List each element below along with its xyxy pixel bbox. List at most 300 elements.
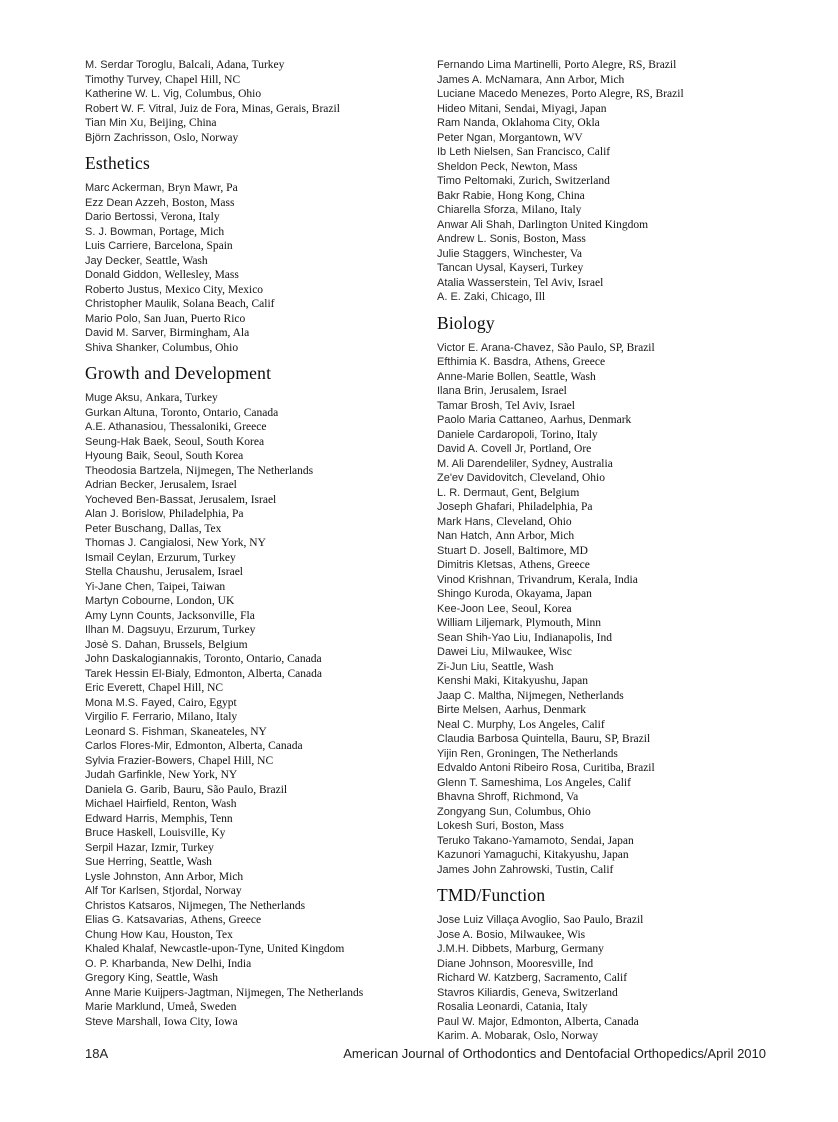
name-location-separator: , [170,624,177,636]
page-number: 18A [85,1046,109,1061]
reviewer-location: Sacramento, Calif [544,972,628,984]
reviewer-entry [85,420,433,435]
reviewer-entry [85,522,433,537]
reviewer-entry [85,855,433,870]
reviewer-location: Seoul, Korea [511,602,572,615]
reviewer-entry [85,928,433,943]
reviewer-entry [85,565,433,580]
reviewer-entry [85,87,433,102]
reviewer-location: Gent, Belgium [511,486,580,499]
name-location-separator: , [184,914,191,926]
reviewer-entry [85,884,433,899]
reviewer-name: Katherine W. L. Vig [85,88,179,100]
name-location-separator: , [165,928,172,941]
name-location-separator: , [158,73,166,86]
reviewer-entry [437,355,785,370]
reviewer-location: Boston, Mass [171,196,235,209]
reviewer-name: Alan J. Borislow [85,508,163,520]
reviewer-entry [85,580,433,595]
name-location-separator: , [511,573,518,586]
reviewer-name: Ram Nanda [437,117,496,129]
reviewer-location: San Juan, Puerto Rico [143,312,246,325]
reviewer-entry [437,558,785,573]
reviewer-name: Jay Decker [85,254,140,267]
reviewer-entry [437,189,785,204]
name-location-separator: , [157,870,165,883]
reviewer-entry [85,116,433,131]
reviewer-location: Seattle, Wash [155,972,219,984]
reviewer-name: Steve Marshall [85,1015,158,1028]
reviewer-name: Roberto Justus [85,283,159,296]
name-location-separator: , [162,769,169,781]
reviewer-entry [437,645,785,660]
reviewer-entry [437,341,785,356]
name-location-separator: , [515,204,522,216]
reviewer-entry [85,1015,433,1030]
name-location-separator: , [141,682,148,694]
reviewer-entry [85,210,433,225]
name-location-separator: , [499,399,506,412]
reviewer-name: Jose Luiz Villaça Avoglio [437,914,558,926]
name-location-separator: , [495,117,502,129]
reviewer-entry [437,232,785,247]
reviewer-entry [437,87,785,102]
name-location-separator: , [198,653,205,665]
reviewer-location: Solana Beach, Calif [182,298,275,310]
name-location-separator: , [162,508,169,520]
reviewer-name: Daniela G. Garib [85,783,167,796]
name-location-separator: , [151,580,158,593]
reviewer-location: Newton, Mass [511,160,578,173]
name-location-separator: , [525,457,532,470]
reviewer-name: Kazunori Yamaguchi [437,849,538,861]
reviewer-entry [85,913,433,928]
reviewer-entry [437,790,785,805]
name-location-separator: , [504,160,512,173]
reviewer-entry [85,254,433,269]
name-location-separator: , [488,530,496,542]
reviewer-location: Portland, Ore [529,443,592,455]
reviewer-location: Los Angeles, Calif [545,776,631,789]
reviewer-entry [437,718,785,733]
reviewer-entry [85,196,433,211]
reviewer-name: Zongyang Sun [437,805,509,818]
column-right [437,58,785,1044]
reviewer-location: Newcastle-upon-Tyne, United Kingdom [159,943,345,955]
reviewer-name: Timothy Turvey [85,73,159,86]
name-location-separator: , [158,269,165,281]
reviewer-entry [437,370,785,385]
reviewer-name: Dario Bertossi [85,211,155,223]
reviewer-entry [85,406,433,421]
reviewer-location: Columbus, Ohio [162,341,239,354]
reviewer-location: Plymouth, Minn [525,617,602,629]
reviewer-entry [85,1000,433,1015]
reviewer-location: Sendai, Japan [570,834,634,847]
name-location-separator: , [170,595,177,607]
reviewer-entry [85,181,433,196]
name-location-separator: , [163,522,170,535]
name-location-separator: , [157,1015,164,1028]
reviewer-name: Nan Hatch [437,530,489,542]
reviewer-name: J.M.H. Dibbets [437,943,510,955]
reviewer-entry [437,602,785,617]
reviewer-name: Serpil Hazar [85,841,145,854]
name-location-separator: , [534,428,541,441]
reviewer-name: Muge Aksu [85,392,140,404]
name-location-separator: , [153,479,160,491]
reviewer-location: Winchester, Va [512,247,582,260]
reviewer-location: Jerusalem, Israel [489,385,567,397]
reviewer-name: Tamar Brosh [437,399,500,412]
name-location-separator: , [163,421,170,433]
reviewer-name: Tian Min Xu [85,117,144,129]
name-location-separator: , [188,667,195,680]
reviewer-location: Bauru, SP, Brazil [570,733,651,745]
name-location-separator: , [165,196,172,209]
reviewer-location: Groningen, The Netherlands [486,747,618,760]
reviewer-location: Boston, Mass [501,820,564,832]
reviewer-name: Björn Zachrisson [85,131,168,144]
reviewer-entry [437,732,785,747]
name-location-separator: , [139,254,146,267]
reviewer-name: Ilana Brin [437,385,484,397]
name-location-separator: , [171,711,178,723]
reviewer-name: Victor E. Arana-Chavez [437,341,552,354]
reviewer-name: Joseph Ghafari [437,501,512,513]
name-location-separator: , [496,675,504,687]
reviewer-location: Toronto, Ontario, Canada [160,406,279,419]
reviewer-location: Indianapolis, Ind [534,631,612,644]
reviewer-entry [85,435,433,450]
reviewer-location: Chapel Hill, NC [147,682,224,694]
reviewer-entry [437,660,785,675]
reviewer-location: Houston, Tex [171,928,233,941]
reviewer-location: Seoul, South Korea [153,450,244,462]
name-location-separator: , [527,370,534,383]
reviewer-location: Milano, Italy [177,711,238,723]
reviewer-name: Martyn Cobourne [85,595,170,607]
reviewer-location: Erzurum, Turkey [157,551,236,564]
reviewer-entry [85,957,433,972]
name-location-separator: , [506,247,513,260]
name-location-separator: , [165,957,172,970]
name-location-separator: , [511,218,518,231]
reviewer-location: Marburg, Germany [515,943,604,955]
reviewer-name: Stuart D. Josell [437,544,512,557]
reviewer-entry [85,841,433,856]
reviewer-entry [85,239,433,254]
name-location-separator: , [492,131,499,144]
name-location-separator: , [152,827,159,839]
reviewer-name: Chiarella Sforza [437,204,516,216]
name-location-separator: , [173,102,180,115]
name-location-separator: , [159,566,166,578]
reviewer-location: Edmonton, Alberta, Canada [194,667,322,680]
page-footer [85,1046,766,1061]
name-location-separator: , [543,414,550,426]
name-location-separator: , [178,88,186,100]
reviewer-location: Bauru, São Paulo, Brazil [173,783,288,796]
name-location-separator: , [176,298,183,310]
reviewer-name: Glenn T. Sameshima [437,776,539,789]
reviewer-entry [85,297,433,312]
name-location-separator: , [139,392,146,404]
reviewer-entry [85,312,433,327]
reviewer-entry [437,942,785,957]
reviewer-name: Edvaldo Antoni Ribeiro Rosa [437,762,578,774]
reviewer-location: Jerusalem, Israel [198,493,277,506]
reviewer-entry [437,500,785,515]
reviewer-entry [85,58,433,73]
reviewer-location: Nijmegen, The Netherlands [177,899,306,912]
name-location-separator: , [480,747,487,760]
reviewer-location: Philadelphia, Pa [168,508,244,520]
reviewer-entry [85,652,433,667]
section-heading-growth-and-development: Growth and Development [85,363,272,383]
reviewer-entry [437,957,785,972]
reviewer-entry [85,536,433,551]
reviewer-name: Bakr Rabie [437,189,492,202]
reviewer-location: Seattle, Wash [533,370,596,383]
reviewer-name: Daniele Cardaropoli [437,428,535,441]
reviewer-entry [85,812,433,827]
reviewer-name: Yijin Ren [437,747,481,760]
reviewer-name: Dimitris Kletsas [437,559,513,571]
name-location-separator: , [515,986,522,999]
reviewer-entry [437,399,785,414]
reviewer-name: Josè S. Dahan [85,638,158,651]
reviewer-entry [437,457,785,472]
reviewer-name: David M. Sarver [85,327,164,339]
reviewer-location: Dallas, Tex [169,522,222,535]
name-location-separator: , [511,501,518,513]
reviewer-location: Taipei, Taiwan [157,580,226,593]
reviewer-location: Ann Arbor, Mich [164,870,244,883]
reviewer-location: Milano, Italy [521,204,582,216]
reviewer-name: Luciane Macedo Menezes [437,88,566,100]
reviewer-location: Morgantown, WV [498,131,583,144]
reviewer-entry [85,493,433,508]
reviewer-entry [85,464,433,479]
reviewer-location: Erzurum, Turkey [176,624,256,636]
reviewer-entry [85,131,433,146]
reviewer-name: A.E. Athanasiou [85,421,164,433]
reviewer-name: Anne-Marie Bollen [437,370,528,383]
reviewer-location: Toronto, Ontario, Canada [204,653,322,665]
reviewer-name: Amy Lynn Counts [85,609,172,622]
reviewer-entry [437,834,785,849]
reviewer-entry [437,203,785,218]
reviewer-name: Peter Ngan [437,131,493,144]
reviewer-location: Oslo, Norway [173,131,239,144]
reviewer-name: Seung-Hak Baek [85,435,169,448]
reviewer-location: Oslo, Norway [533,1030,599,1042]
name-location-separator: , [577,762,584,774]
reviewer-location: Stjordal, Norway [162,885,242,897]
reviewer-entry [437,761,785,776]
name-location-separator: , [147,240,155,252]
reviewer-entry [85,696,433,711]
reviewer-name: Yocheved Ben-Bassat [85,493,193,506]
reviewer-location: Barcelona, Spain [154,240,233,252]
reviewer-name: Alf Tor Karlsen [85,885,157,897]
reviewer-location: Bryn Mawr, Pa [167,182,238,194]
name-location-separator: , [168,740,175,752]
reviewer-location: Chicago, Ill [490,291,546,303]
reviewer-name: Robert W. F. Vitral [85,102,174,115]
reviewer-entry [85,667,433,682]
reviewer-name: Luis Carriere [85,240,148,252]
reviewer-name: Claudia Barbosa Quintella [437,733,565,745]
journal-title-line: American Journal of Orthodontics and Dentofacial Orthopedics/April 2010 [343,1046,766,1061]
name-location-separator: , [160,1001,167,1013]
reviewer-location: Trivandrum, Kerala, India [517,573,638,586]
reviewer-name: Diane Johnson [437,957,511,970]
reviewer-name: Elias G. Katsavarias [85,914,185,926]
reviewer-entry [437,442,785,457]
reviewer-name: Julie Staggers [437,247,507,260]
name-location-separator: , [511,544,518,557]
reviewer-entry [437,689,785,704]
reviewer-location: Philadelphia, Pa [517,501,593,513]
reviewer-location: New York, NY [168,769,238,781]
reviewer-location: New Delhi, India [171,957,252,970]
reviewer-location: Memphis, Tenn [160,812,233,825]
reviewer-entry [85,594,433,609]
reviewer-name: Fernando Lima Martinelli [437,59,559,71]
reviewer-entry [437,247,785,262]
name-location-separator: , [171,899,178,912]
name-location-separator: , [564,834,571,847]
name-location-separator: , [161,182,168,194]
reviewer-location: Iowa City, Iowa [163,1015,238,1028]
name-location-separator: , [137,312,144,325]
name-location-separator: , [528,356,535,368]
name-location-separator: , [517,233,524,245]
reviewer-entry [437,703,785,718]
reviewer-entry [437,290,785,305]
reviewer-name: Donald Giddon [85,269,159,281]
reviewer-location: Ann Arbor, Mich [495,530,575,542]
reviewer-location: Porto Alegre, RS, Brazil [571,88,684,100]
reviewer-name: Sue Herring [85,856,144,868]
name-location-separator: , [551,341,558,354]
reviewer-name: James John Zahrowski [437,863,550,876]
reviewer-name: Marc Ackerman [85,182,162,194]
name-location-separator: , [564,733,571,745]
reviewer-entry [85,754,433,769]
name-location-separator: , [484,291,491,303]
reviewer-location: Okayama, Japan [515,588,592,600]
name-location-separator: , [191,754,199,767]
reviewer-name: Mark Hans [437,515,491,528]
reviewer-name: Gurkan Altuna [85,406,155,419]
name-location-separator: , [157,638,164,651]
reviewer-name: Peter Buschang [85,522,164,535]
reviewer-location: Cairo, Egypt [177,696,237,709]
reviewer-name: Sean Shih-Yao Liu [437,631,528,644]
name-location-separator: , [527,1030,534,1042]
reviewer-location: Jacksonville, Fla [177,609,255,622]
reviewer-name: Shiva Shanker [85,341,156,354]
reviewer-entry [437,471,785,486]
reviewer-name: Virgilio F. Ferrario [85,711,171,723]
reviewer-name: Efthimia K. Basdra [437,356,529,368]
reviewer-entry [437,384,785,399]
name-location-separator: , [495,820,502,832]
reviewer-name: Stavros Kiliardis [437,986,516,999]
name-location-separator: , [512,718,519,731]
name-location-separator: , [527,276,534,289]
reviewer-entry [85,942,433,957]
reviewer-name: Richard W. Katzberg [437,972,538,984]
reviewer-entry [437,587,785,602]
reviewer-location: Athens, Greece [534,356,606,368]
reviewer-location: Athens, Greece [190,914,262,926]
reviewer-location: Sydney, Australia [531,457,613,470]
reviewer-name: Jose A. Bosio [437,928,504,941]
reviewer-entry [437,544,785,559]
reviewer-entry [437,58,785,73]
name-location-separator: , [171,696,178,709]
reviewer-name: Ze'ev Davidovitch [437,472,524,484]
reviewer-name: John Daskalogiannakis [85,653,199,665]
name-location-separator: , [163,327,170,339]
reviewer-location: Nijmegen, The Netherlands [185,464,314,477]
reviewer-entry [85,768,433,783]
reviewer-entry [437,1015,785,1030]
reviewer-entry [437,1000,785,1015]
reviewer-entry [437,971,785,986]
reviewer-name: Paul W. Major [437,1015,505,1028]
reviewer-name: Lysle Johnston [85,870,158,883]
reviewer-entry [85,899,433,914]
reviewer-name: William Liljemark [437,617,520,629]
name-location-separator: , [168,435,175,448]
name-location-separator: , [151,551,158,564]
name-location-separator: , [523,472,530,484]
reviewer-entry [437,73,785,88]
reviewer-name: Judah Garfinkle [85,769,163,781]
reviewer-name: Tarek Hessin El-Bialy [85,667,189,680]
name-location-separator: , [557,914,564,926]
reviewer-name: Marie Marklund [85,1001,161,1013]
reviewer-name: Paolo Maria Cattaneo [437,414,544,426]
reviewer-location: Kayseri, Turkey [509,262,584,274]
name-location-separator: , [519,1001,526,1013]
reviewer-location: Ann Arbor, Mich [545,73,625,86]
name-location-separator: , [166,783,174,796]
reviewer-name: Edward Harris [85,812,155,825]
reviewer-location: Hong Kong, China [497,189,585,202]
name-location-separator: , [171,609,178,622]
reviewer-name: Stella Chaushu [85,566,160,578]
reviewer-name: Andrew L. Sonis [437,233,518,245]
reviewer-location: Columbus, Ohio [514,805,591,818]
reviewer-entry [85,725,433,740]
name-location-separator: , [485,660,492,673]
name-location-separator: , [504,1015,511,1028]
reviewer-name: Lokesh Suri [437,820,496,832]
name-location-separator: , [154,812,161,825]
reviewer-name: James A. McNamara [437,73,540,86]
reviewer-name: Zi-Jun Liu [437,660,486,673]
reviewer-entry [437,515,785,530]
reviewer-location: Juiz de Fora, Minas, Gerais, Brazil [179,102,340,115]
reviewer-location: Edmonton, Alberta, Canada [174,740,303,752]
reviewer-entry [85,551,433,566]
